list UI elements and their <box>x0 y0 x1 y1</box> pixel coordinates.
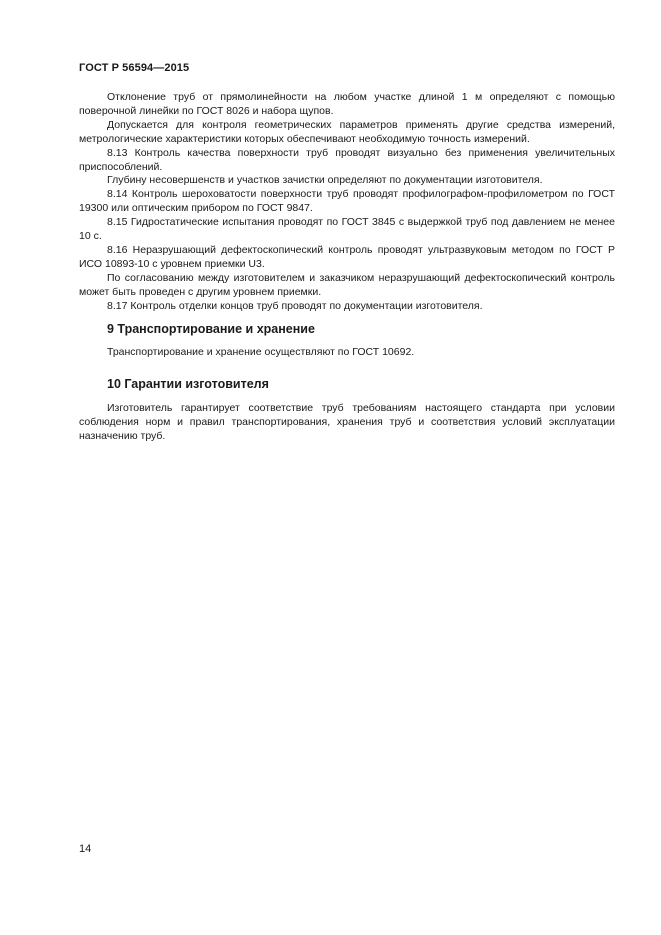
section9-text-block <box>79 346 615 360</box>
paragraph-imperfections-depth: Глубину несовершенств и участков зачистки определяют по документации изготовителя. <box>107 174 543 187</box>
section10-text-block <box>79 402 615 444</box>
paragraph-8-17: 8.17 Контроль отделки концов труб проводят по документации изготовителя. <box>107 299 483 312</box>
paragraph-8-15: 8.15 Гидростатические испытания проводят по ГОСТ 3845 с выдержкой труб под давлением не менее 10 с. <box>79 216 615 243</box>
paragraph-8-14: 8.14 Контроль шероховатости поверхности труб проводят профилографом-профилометром по ГОСТ 19300 или оптическим прибором по ГОСТ 9847. <box>79 188 615 215</box>
paragraph-8-16: 8.16 Неразрушающий дефектоскопический контроль проводят ультразвуковым методом по ГОСТ Р ИСО 10893-10 с уровнем приемки U3. <box>79 243 615 270</box>
page-number: 14 <box>79 843 92 855</box>
section8-text-block <box>79 91 615 314</box>
standard-designation: ГОСТ Р 56594—2015 <box>79 62 190 74</box>
section10-heading: 10 Гарантии изготовителя <box>107 377 269 391</box>
paragraph-transport-storage: Транспортирование и хранение осуществляют по ГОСТ 10692. <box>107 346 415 358</box>
paragraph-agreement-acceptance: По согласованию между изготовителем и заказчиком неразрушающий дефектоскопический контроль может быть проведен с другим уровнем приемки. <box>79 271 615 298</box>
paragraph-straightness: Отклонение труб от прямолинейности на любом участке длиной 1 м определяют с помощью поверочной линейки по ГОСТ 8026 и набора щупов. <box>79 91 615 117</box>
paragraph-warranty: Изготовитель гарантирует соответствие труб требованиям настоящего стандарта при условии соблюдения норм и правил транспортирования, хранения труб и соответствия условий эксплуатации назначению труб. <box>79 402 615 442</box>
section9-heading: 9 Транспортирование и хранение <box>107 322 315 336</box>
paragraph-other-instruments: Допускается для контроля геометрических параметров применять другие средства измерений, метрологические характеристики которых обеспечивают необходимую точность измерений. <box>79 118 615 145</box>
paragraph-8-13: 8.13 Контроль качества поверхности труб проводят визуально без применения увеличительных приспособлений. <box>79 146 615 173</box>
